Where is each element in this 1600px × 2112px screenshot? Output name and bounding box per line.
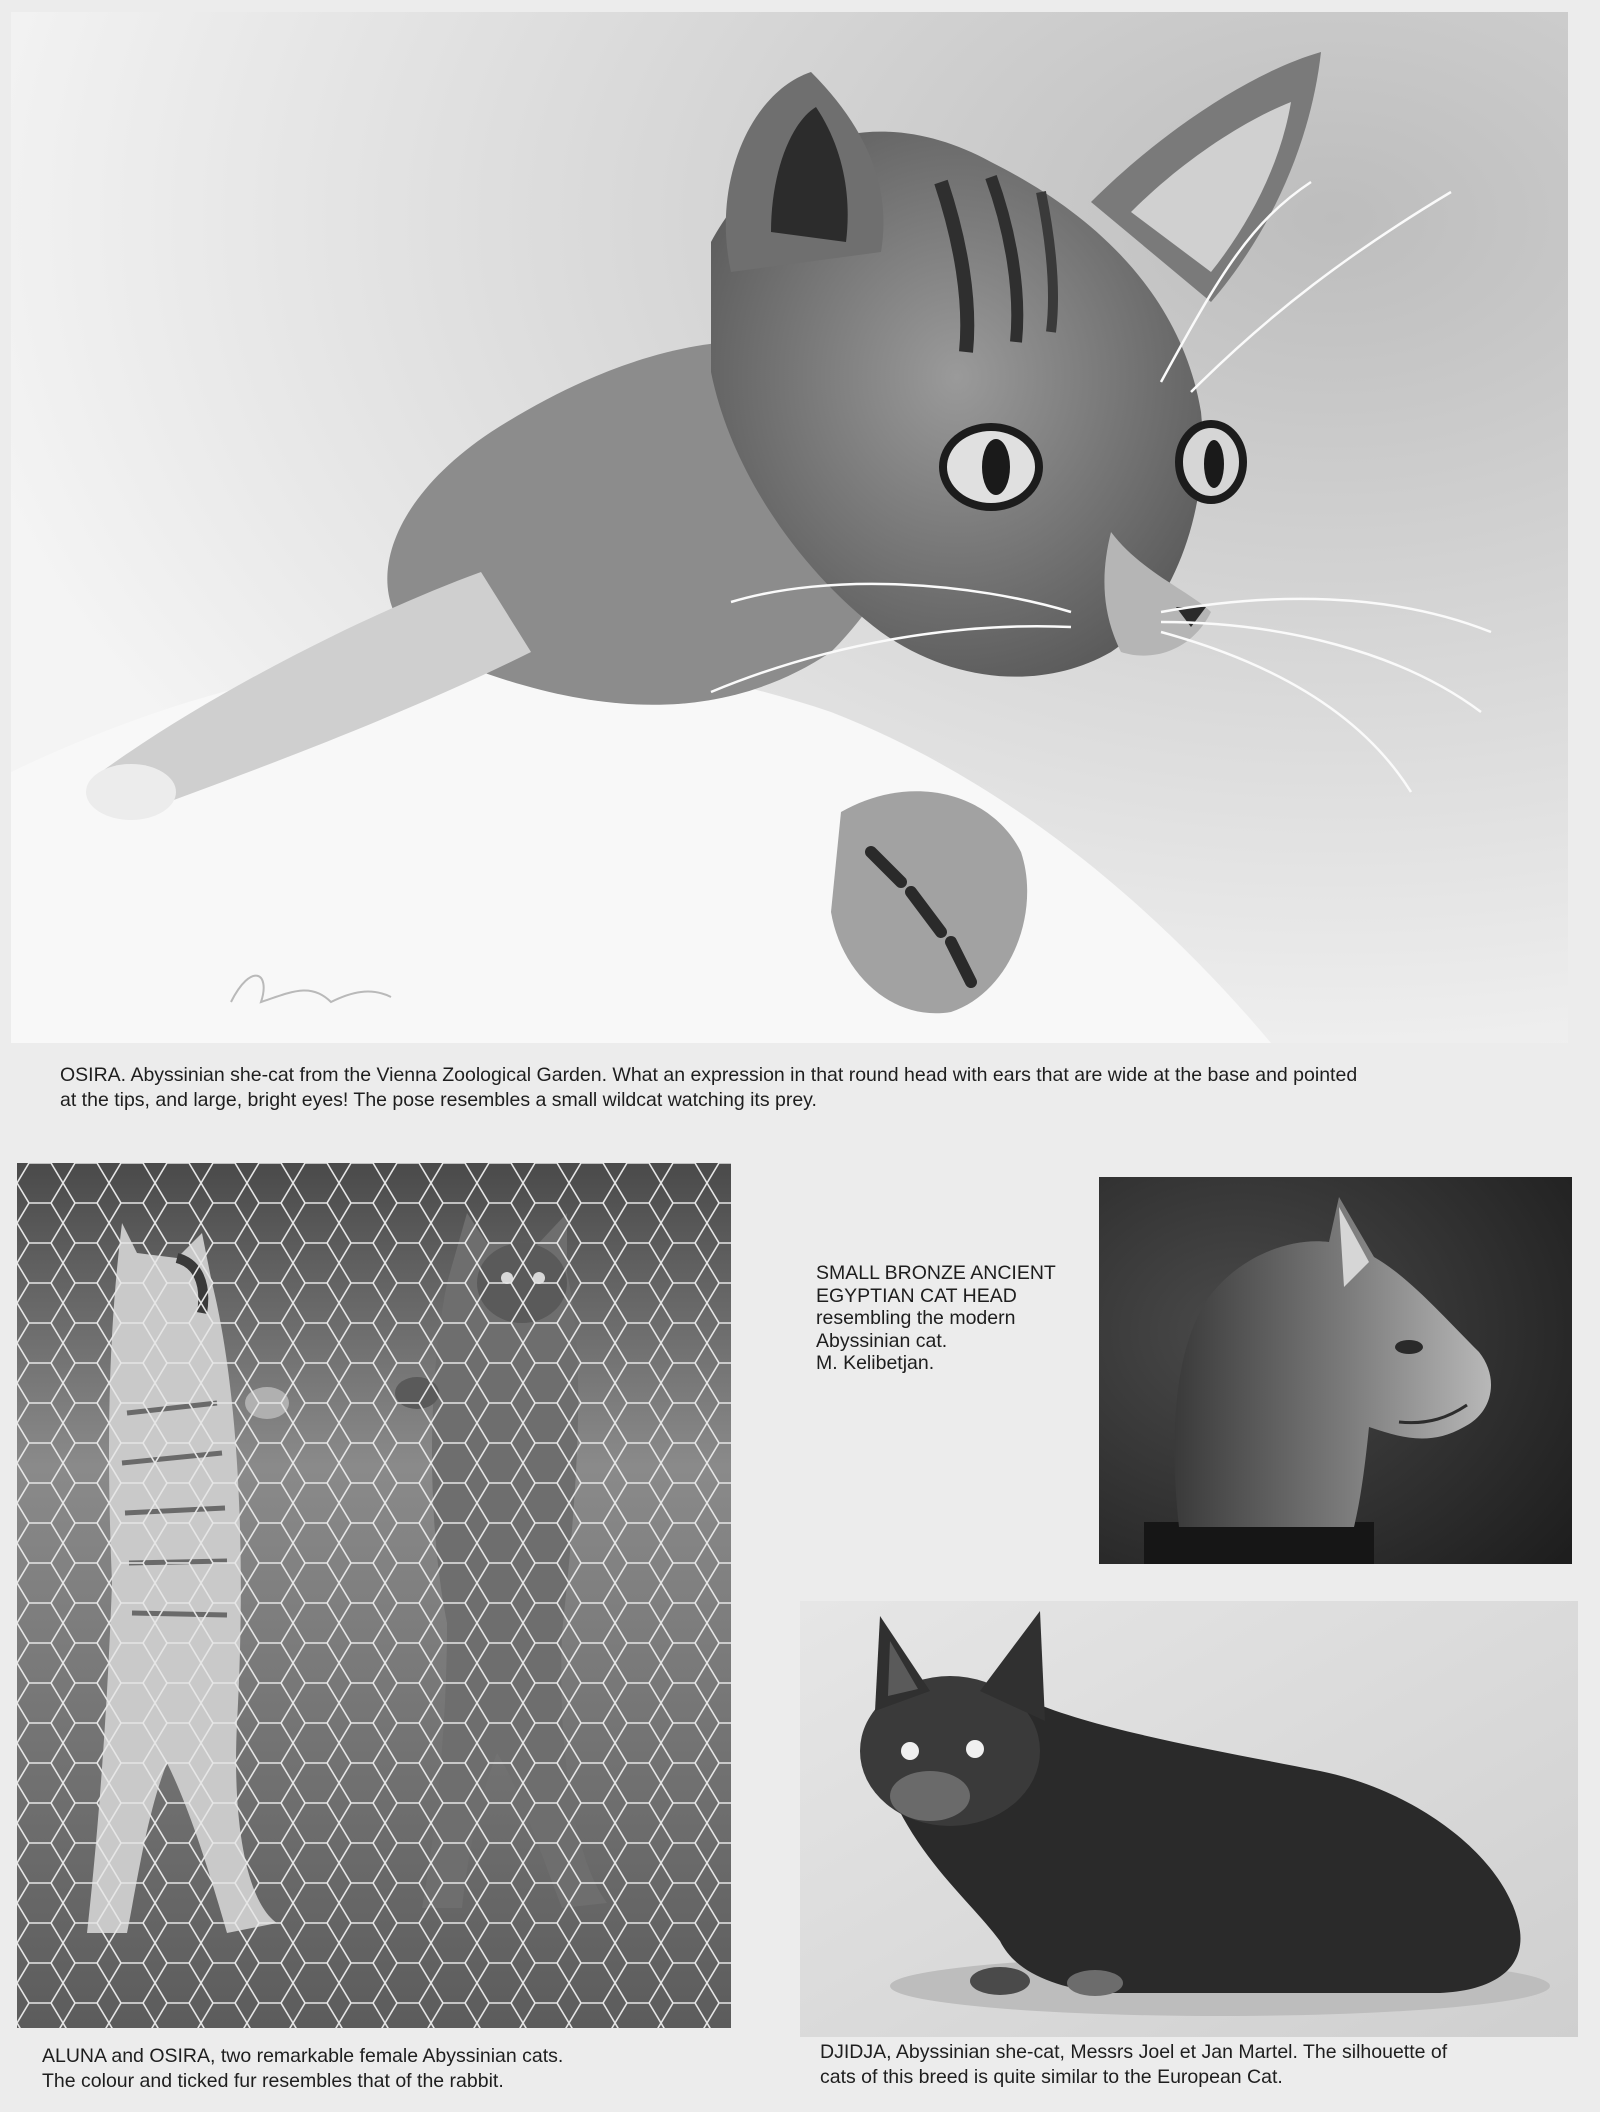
caption-line: The colour and ticked fur resembles that of the rabbit. (42, 2070, 504, 2092)
caption-line: EGYPTIAN CAT HEAD (816, 1284, 1017, 1307)
photo-osira-cat (11, 12, 1568, 1043)
caption-line: ALUNA and OSIRA, two remarkable female Abyssinian cats. (42, 2045, 564, 2067)
caption-line: OSIRA. Abyssinian she-cat from the Vienna Zoological Garden. What an expression in that round head with ears that are wide at the base and pointed (60, 1064, 1358, 1086)
caption-line: at the tips, and large, bright eyes! The pose resembles a small wildcat watching its prey. (60, 1089, 817, 1111)
photo-bronze-cat-head (1099, 1177, 1572, 1564)
caption-osira (60, 1063, 1357, 1113)
caption-line: M. Kelibetjan. (816, 1352, 935, 1374)
caption-bronze (816, 1262, 1056, 1375)
caption-aluna (42, 2044, 563, 2094)
caption-line: SMALL BRONZE ANCIENT (816, 1262, 1056, 1284)
caption-line: cats of this breed is quite similar to the European Cat. (820, 2066, 1283, 2088)
caption-line: resembling the modern (816, 1307, 1016, 1329)
caption-line: DJIDJA, Abyssinian she-cat, Messrs Joel et Jan Martel. The silhouette of (820, 2041, 1448, 2063)
caption-djidja (820, 2040, 1447, 2090)
photo-aluna-osira-cats (17, 1163, 731, 2028)
photo-djidja-cat (800, 1601, 1578, 2037)
caption-line: Abyssinian cat. (816, 1329, 948, 1352)
